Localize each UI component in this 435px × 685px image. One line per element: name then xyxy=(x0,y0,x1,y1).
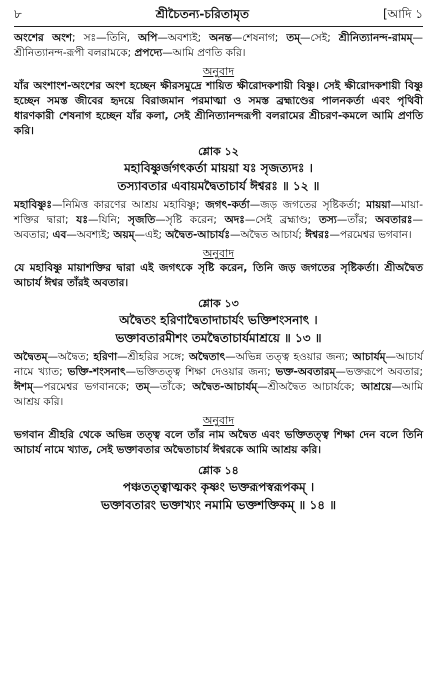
synonym-meaning: —অবতার; xyxy=(14,214,424,241)
synonym-meaning: —পরমেশ্বর ভগবানকে; xyxy=(32,381,136,393)
verse-12-translation: যে মহাবিষ্ণু মায়াশক্তির দ্বারা এই জগৎকে সৃষ্টি করেন, তিনি জড় জগতের সৃষ্টিকর্তা। শ্রীঅদ্বৈত আচার্য ঈশ্বর তাঁরই অবতার। xyxy=(14,262,423,289)
synonym-term: অদঃ xyxy=(224,214,245,226)
synonym-term: এব xyxy=(52,229,67,241)
synonym-meaning: —যিনি; xyxy=(87,214,129,226)
running-title: শ্রীচৈতন্য-চরিতামৃত xyxy=(155,7,250,21)
synonym-meaning: —সৃষ্টি করেন; xyxy=(155,214,225,226)
synonym-term: ভক্তি-শংসনাৎ xyxy=(67,366,126,378)
synonym-meaning: —শ্রীনিত্যানন্দ-রূপী বলরামকে; xyxy=(14,32,423,59)
verse-13-synonyms xyxy=(14,350,423,410)
synonym-meaning: —তাঁর; xyxy=(336,214,376,226)
synonym-term: অপি xyxy=(138,32,158,44)
section-label: [আদি ১ xyxy=(382,7,423,21)
synonym-term: ঈশ্বরঃ xyxy=(305,229,330,241)
synonym-term: আশ্রয়ে xyxy=(361,381,392,393)
verse-13-heading: শ্লোক ১৩ xyxy=(198,297,239,310)
synonym-meaning: —আচার্য নামে খ্যাত; xyxy=(14,351,423,378)
synonym-term: অদ্বৈতম্ xyxy=(14,351,48,363)
page-number: ৮ xyxy=(14,7,22,21)
translation-11: যাঁর অংশাংশ-অংশের অংশ হচ্ছেন ক্ষীরসমুদ্রে শায়িত ক্ষীরোদকশায়ী বিষ্ণু। সেই ক্ষীরোদকশায়ী বিষ্ণু হচ্ছেন সমস্ত জীবের হৃদয়ে বিরাজমান পরমাত্মা ও সমস্ত ব্রহ্মাণ্ডের পালনকর্তা এবং পৃথিবী ধারণকারী শেষনাগ হচ্ছেন যাঁর কলা, সেই শ্রীনিত্যানন্দরূপী বলরামের শ্রীচরণ-কমলে আমি প্রণতি করি। xyxy=(14,80,423,137)
verse-12-synonyms xyxy=(14,198,423,243)
synonym-meaning: —নিমিত্ত কারণের আশ্রয় মহাবিষ্ণু; xyxy=(51,199,206,211)
synonym-term: শ্রীনিত্যানন্দ-রামম্ xyxy=(338,32,413,44)
synonym-meaning: —অদ্বৈত আচার্য; xyxy=(229,229,306,241)
synonym-meaning: —ভক্তিতত্ত্ব শিক্ষা দেওয়ার জন্য; xyxy=(125,366,276,378)
synonym-meaning: —অদ্বৈত; xyxy=(47,351,94,363)
synonym-term: অদ্বৈত-আচার্যঃ xyxy=(165,229,230,241)
verse-14-line-1: পঞ্চতত্ত্বাত্মকং কৃষ্ণং ভক্তরূপস্বরূপকম্ । xyxy=(122,480,315,494)
synonym-term: তম্ xyxy=(135,381,150,393)
synonym-meaning: —আমি প্রণতি করি। xyxy=(162,47,246,59)
synonym-meaning: ; সঃ—তিনি, xyxy=(72,32,139,44)
synonym-term: জগৎ-কর্তা xyxy=(205,199,250,211)
synonym-term: অয়ম্ xyxy=(113,229,135,241)
synonym-meaning: —অভিন্ন তত্ত্ব হওয়ার জন্য; xyxy=(225,351,353,363)
synonym-term: হরিণা xyxy=(93,351,118,363)
page-header xyxy=(14,6,423,27)
synonym-term: তম্ xyxy=(286,32,301,44)
synonym-term: অদ্বৈত-আচার্যম্ xyxy=(192,381,258,393)
verse-14-line-2: ভক্তাবতারং ভক্তাখ্যং নমামি ভক্তশক্তিকম্ ॥ ১৪ ॥ xyxy=(100,498,337,512)
synonym-meaning: —পরমেশ্বর ভগবান। xyxy=(329,229,412,241)
synonym-term: যঃ xyxy=(76,214,88,226)
verse-13-line-2: ভক্তাবতারমীশং তমদ্বৈতাচার্যমাশ্রয়ে ॥ ১৩ ॥ xyxy=(115,331,322,345)
synonym-meaning: —সেই ব্রহ্মাণ্ড; xyxy=(244,214,319,226)
synonym-meaning: —আমি আশ্রয় করি। xyxy=(14,381,423,408)
page xyxy=(14,6,423,514)
synonym-term: তস্য xyxy=(318,214,337,226)
verse-12-heading: শ্লোক ১২ xyxy=(198,145,239,158)
synonym-meaning: —শ্রীহরির সঙ্গে; xyxy=(117,351,189,363)
translation-label-13: অনুবাদ xyxy=(202,414,235,427)
verse-13-translation: ভগবান শ্রীহরি থেকে অভিন্ন তত্ত্ব বলে তাঁর নাম অদ্বৈত এবং ভক্তিতত্ত্ব শিক্ষা দেন বলে তিনি আচার্য নামে খ্যাত, সেই ভক্তাবতার অদ্বৈতাচার্য ঈশ্বরকে আমি আশ্রয় করি। xyxy=(14,429,423,456)
synonym-meaning: —ভক্তরূপে অবতার; xyxy=(335,366,423,378)
verse-13-line-1: অদ্বৈতং হরিণাদ্বৈতাদাচার্যং ভক্তিশংসনাৎ । xyxy=(119,313,318,327)
synonym-meaning: —অবশ্যই; xyxy=(157,32,210,44)
synonyms-continued xyxy=(14,31,423,61)
synonym-term: অনন্ত xyxy=(209,32,232,44)
synonym-meaning: —অবশ্যই; xyxy=(66,229,114,241)
synonym-term: আচার্যম্ xyxy=(352,351,386,363)
synonym-term: সৃজতি xyxy=(128,214,156,226)
synonym-term: ঈশম্ xyxy=(14,381,33,393)
synonym-meaning: —এই; xyxy=(134,229,166,241)
verse-12-line-1: মহাবিষ্ণুর্জগৎকর্তা মায়য়া যঃ সৃজত্যদঃ । xyxy=(124,161,313,175)
translation-label-11: অনুবাদ xyxy=(202,65,235,78)
verse-14-heading: শ্লোক ১৪ xyxy=(198,464,239,477)
synonym-term: অদ্বৈতাৎ xyxy=(188,351,226,363)
synonym-meaning: —তাঁকে; xyxy=(149,381,193,393)
synonym-term: মায়য়া xyxy=(366,199,391,211)
synonym-meaning: —শ্রীঅদ্বৈত আচার্যকে; xyxy=(257,381,362,393)
synonym-meaning: —মায়া-শক্তির দ্বারা; xyxy=(14,199,423,226)
synonym-term: অবতারঃ xyxy=(375,214,413,226)
synonym-term: অংশের অংশ xyxy=(14,32,73,44)
synonym-meaning: —সেই; xyxy=(300,32,339,44)
synonym-term: মহাবিষ্ণুঃ xyxy=(14,199,52,211)
translation-label-12: অনুবাদ xyxy=(202,247,235,260)
synonym-meaning: —শেষনাগ; xyxy=(231,32,287,44)
verse-12-line-2: তস্যাবতার এবায়মদ্বৈতাচার্য ঈশ্বরঃ ॥ ১২ ॥ xyxy=(117,179,320,193)
synonym-term: প্রপদ্যে xyxy=(134,47,163,59)
synonym-meaning: —জড় জগতের সৃষ্টিকর্তা; xyxy=(249,199,367,211)
synonym-term: ভক্ত-অবতারম্ xyxy=(275,366,336,378)
